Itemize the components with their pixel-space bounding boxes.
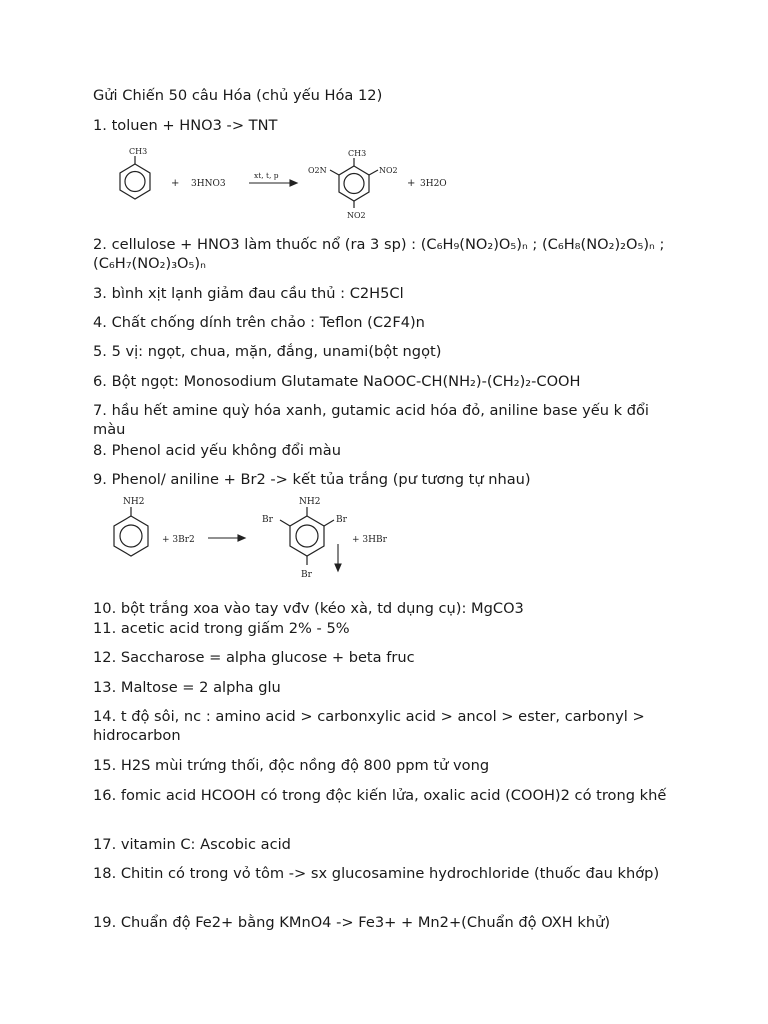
item-9: 9. Phenol/ aniline + Br2 -> kết tủa trắng (pư tương tự nhau) [93,471,531,488]
item-6: 6. Bột ngọt: Monosodium Glutamate NaOOC-CH(NH₂)-(CH₂)₂-COOH [93,373,581,390]
item-8: 8. Phenol acid yếu không đổi màu [93,442,341,459]
nitric-acid-label: 3HNO3 [191,179,226,189]
tnt-o2n-label: O2N [308,166,327,175]
item-4: 4. Chất chống dính trên chảo : Teflon (C2F4)n [93,314,425,331]
aniline-bromination-scheme [96,490,426,586]
item-15: 15. H2S mùi trứng thối, độc nồng độ 800 ppm tử vong [93,757,490,774]
item-17: 17. vitamin C: Ascobic acid [93,836,291,853]
item-11: 11. acetic acid trong giấm 2% - 5% [93,620,350,637]
item-7: 7. hầu hết amine quỳ hóa xanh, gutamic acid hóa đỏ, aniline base yếu k đổi màu [93,402,649,438]
tnt-structure [330,158,378,208]
br-right-label: Br [336,515,347,525]
precipitate-arrow-icon [335,544,341,571]
item-12: 12. Saccharose = alpha glucose + beta fruc [93,649,415,666]
tnt-no2-right-label: NO2 [379,166,398,175]
reaction-conditions: xt, t, p [254,171,279,180]
product-nh2-label: NH2 [299,497,321,507]
item-13: 13. Maltose = 2 alpha glu [93,679,281,696]
item-1: 1. toluen + HNO3 -> TNT [93,117,278,134]
tnt-ch3-label: CH3 [348,149,367,158]
aniline-nh2-label: NH2 [123,497,145,507]
br-left-label: Br [262,515,273,525]
item-2: 2. cellulose + HNO3 làm thuốc nổ (ra 3 sp) : (C₆H₉(NO₂)O₅)ₙ ; (C₆H₈(NO₂)₂O₅)ₙ ;(C₆H₇(NO₂)₃O₅)ₙ [93,236,665,272]
item-19: 19. Chuẩn độ Fe2+ bằng KMnO4 -> Fe3+ + Mn2+(Chuẩn độ OXH khử) [93,914,611,931]
hbr-product-label: + 3HBr [352,535,387,545]
bromine-reagent-label: + 3Br2 [162,535,195,545]
tribromoaniline-structure [280,507,334,565]
water-label: 3H2O [420,179,447,189]
aniline-structure [114,507,148,556]
toluene-nitration-scheme [104,140,474,224]
item-14: 14. t độ sôi, nc : amino acid > carbonxylic acid > ancol > ester, carbonyl > hidrocarbon [93,708,645,744]
tnt-no2-bottom-label: NO2 [347,211,366,220]
plus-sign-2: + [407,178,416,189]
reaction-arrow-icon [249,180,297,186]
reaction-arrow-icon [208,535,245,541]
document-title: Gửi Chiến 50 câu Hóa (chủ yếu Hóa 12) [93,87,383,104]
toluene-ch3-label: CH3 [129,147,148,156]
item-5: 5. 5 vị: ngọt, chua, mặn, đắng, unami(bột ngọt) [93,343,442,360]
toluene-structure [120,156,150,199]
item-16: 16. fomic acid HCOOH có trong độc kiến lửa, oxalic acid (COOH)2 có trong khế [93,787,667,804]
item-3: 3. bình xịt lạnh giảm đau cầu thủ : C2H5Cl [93,285,404,302]
item-10: 10. bột trắng xoa vào tay vđv (kéo xà, td dụng cụ): MgCO3 [93,600,524,617]
br-bottom-label: Br [301,570,312,580]
item-18: 18. Chitin có trong vỏ tôm -> sx glucosamine hydrochloride (thuốc đau khớp) [93,865,660,882]
plus-sign-1: + [171,178,180,189]
